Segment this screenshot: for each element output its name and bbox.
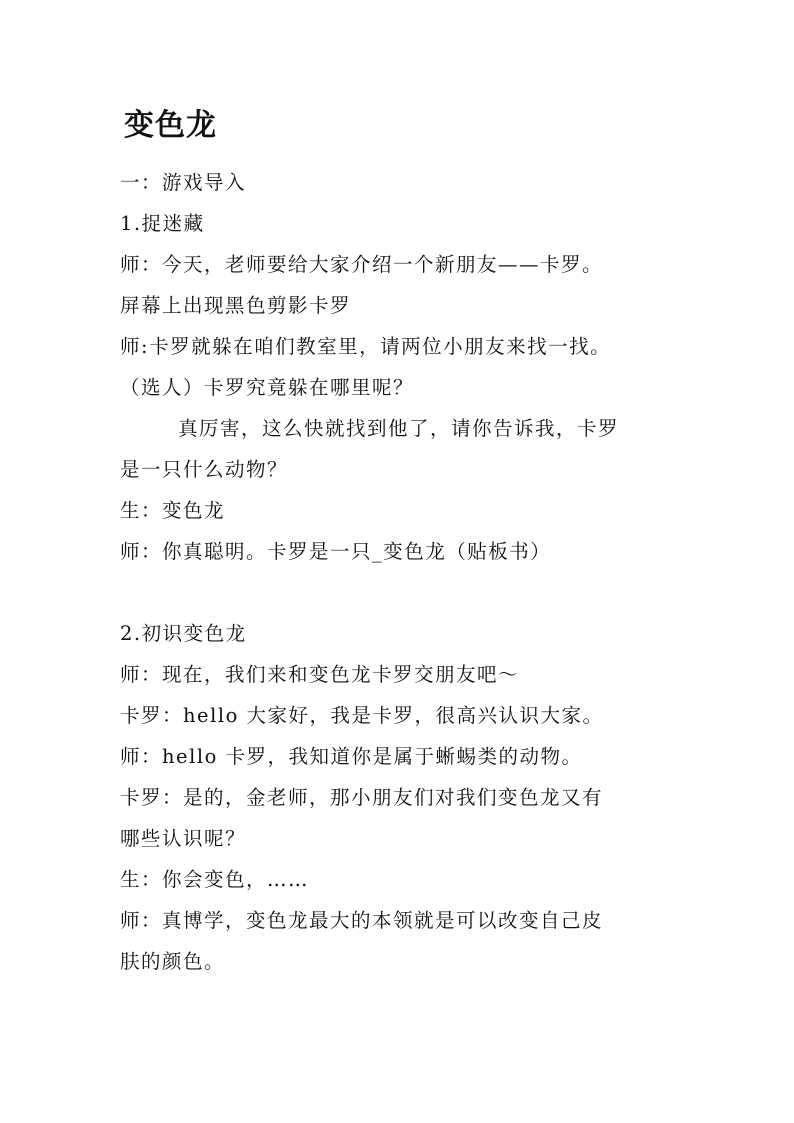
text-line: 师:卡罗就躲在咱们教室里，请两位小朋友来找一找。	[120, 335, 612, 358]
text-line: 师：真博学，变色龙最大的本领就是可以改变自己皮	[120, 909, 604, 932]
text-line: 师：今天，老师要给大家介绍一个新朋友——卡罗。	[120, 253, 604, 276]
document-title: 变色龙	[124, 108, 217, 143]
text-line: 卡罗：是的，金老师，那小朋友们对我们变色龙又有	[120, 786, 604, 809]
text-line: 哪些认识呢？	[120, 827, 247, 850]
text-line: 是一只什么动物？	[120, 458, 289, 481]
text-line: 2.初识变色龙	[120, 622, 247, 645]
text-line: 屏幕上出现黑色剪影卡罗	[120, 294, 352, 317]
text-line: （选人）卡罗究竟躲在哪里呢？	[120, 376, 415, 399]
text-line: 生：变色龙	[120, 499, 226, 522]
text-line: 肤的颜色。	[120, 950, 226, 973]
text-line: 师：你真聪明。卡罗是一只_变色龙（贴板书）	[120, 540, 552, 563]
text-line: 师：hello 卡罗，我知道你是属于蜥蜴类的动物。	[120, 745, 583, 768]
text-line: 师：现在，我们来和变色龙卡罗交朋友吧～	[120, 663, 520, 686]
blank-line	[120, 572, 680, 613]
text-line: 生：你会变色，……	[120, 868, 310, 891]
text-line: 一：游戏导入	[120, 171, 247, 194]
document-body	[120, 162, 680, 982]
text-line: 1.捉迷藏	[120, 212, 205, 235]
text-line: 卡罗：hello 大家好，我是卡罗，很高兴认识大家。	[120, 704, 604, 727]
text-line: 真厉害，这么快就找到他了，请你告诉我，卡罗	[178, 417, 620, 440]
